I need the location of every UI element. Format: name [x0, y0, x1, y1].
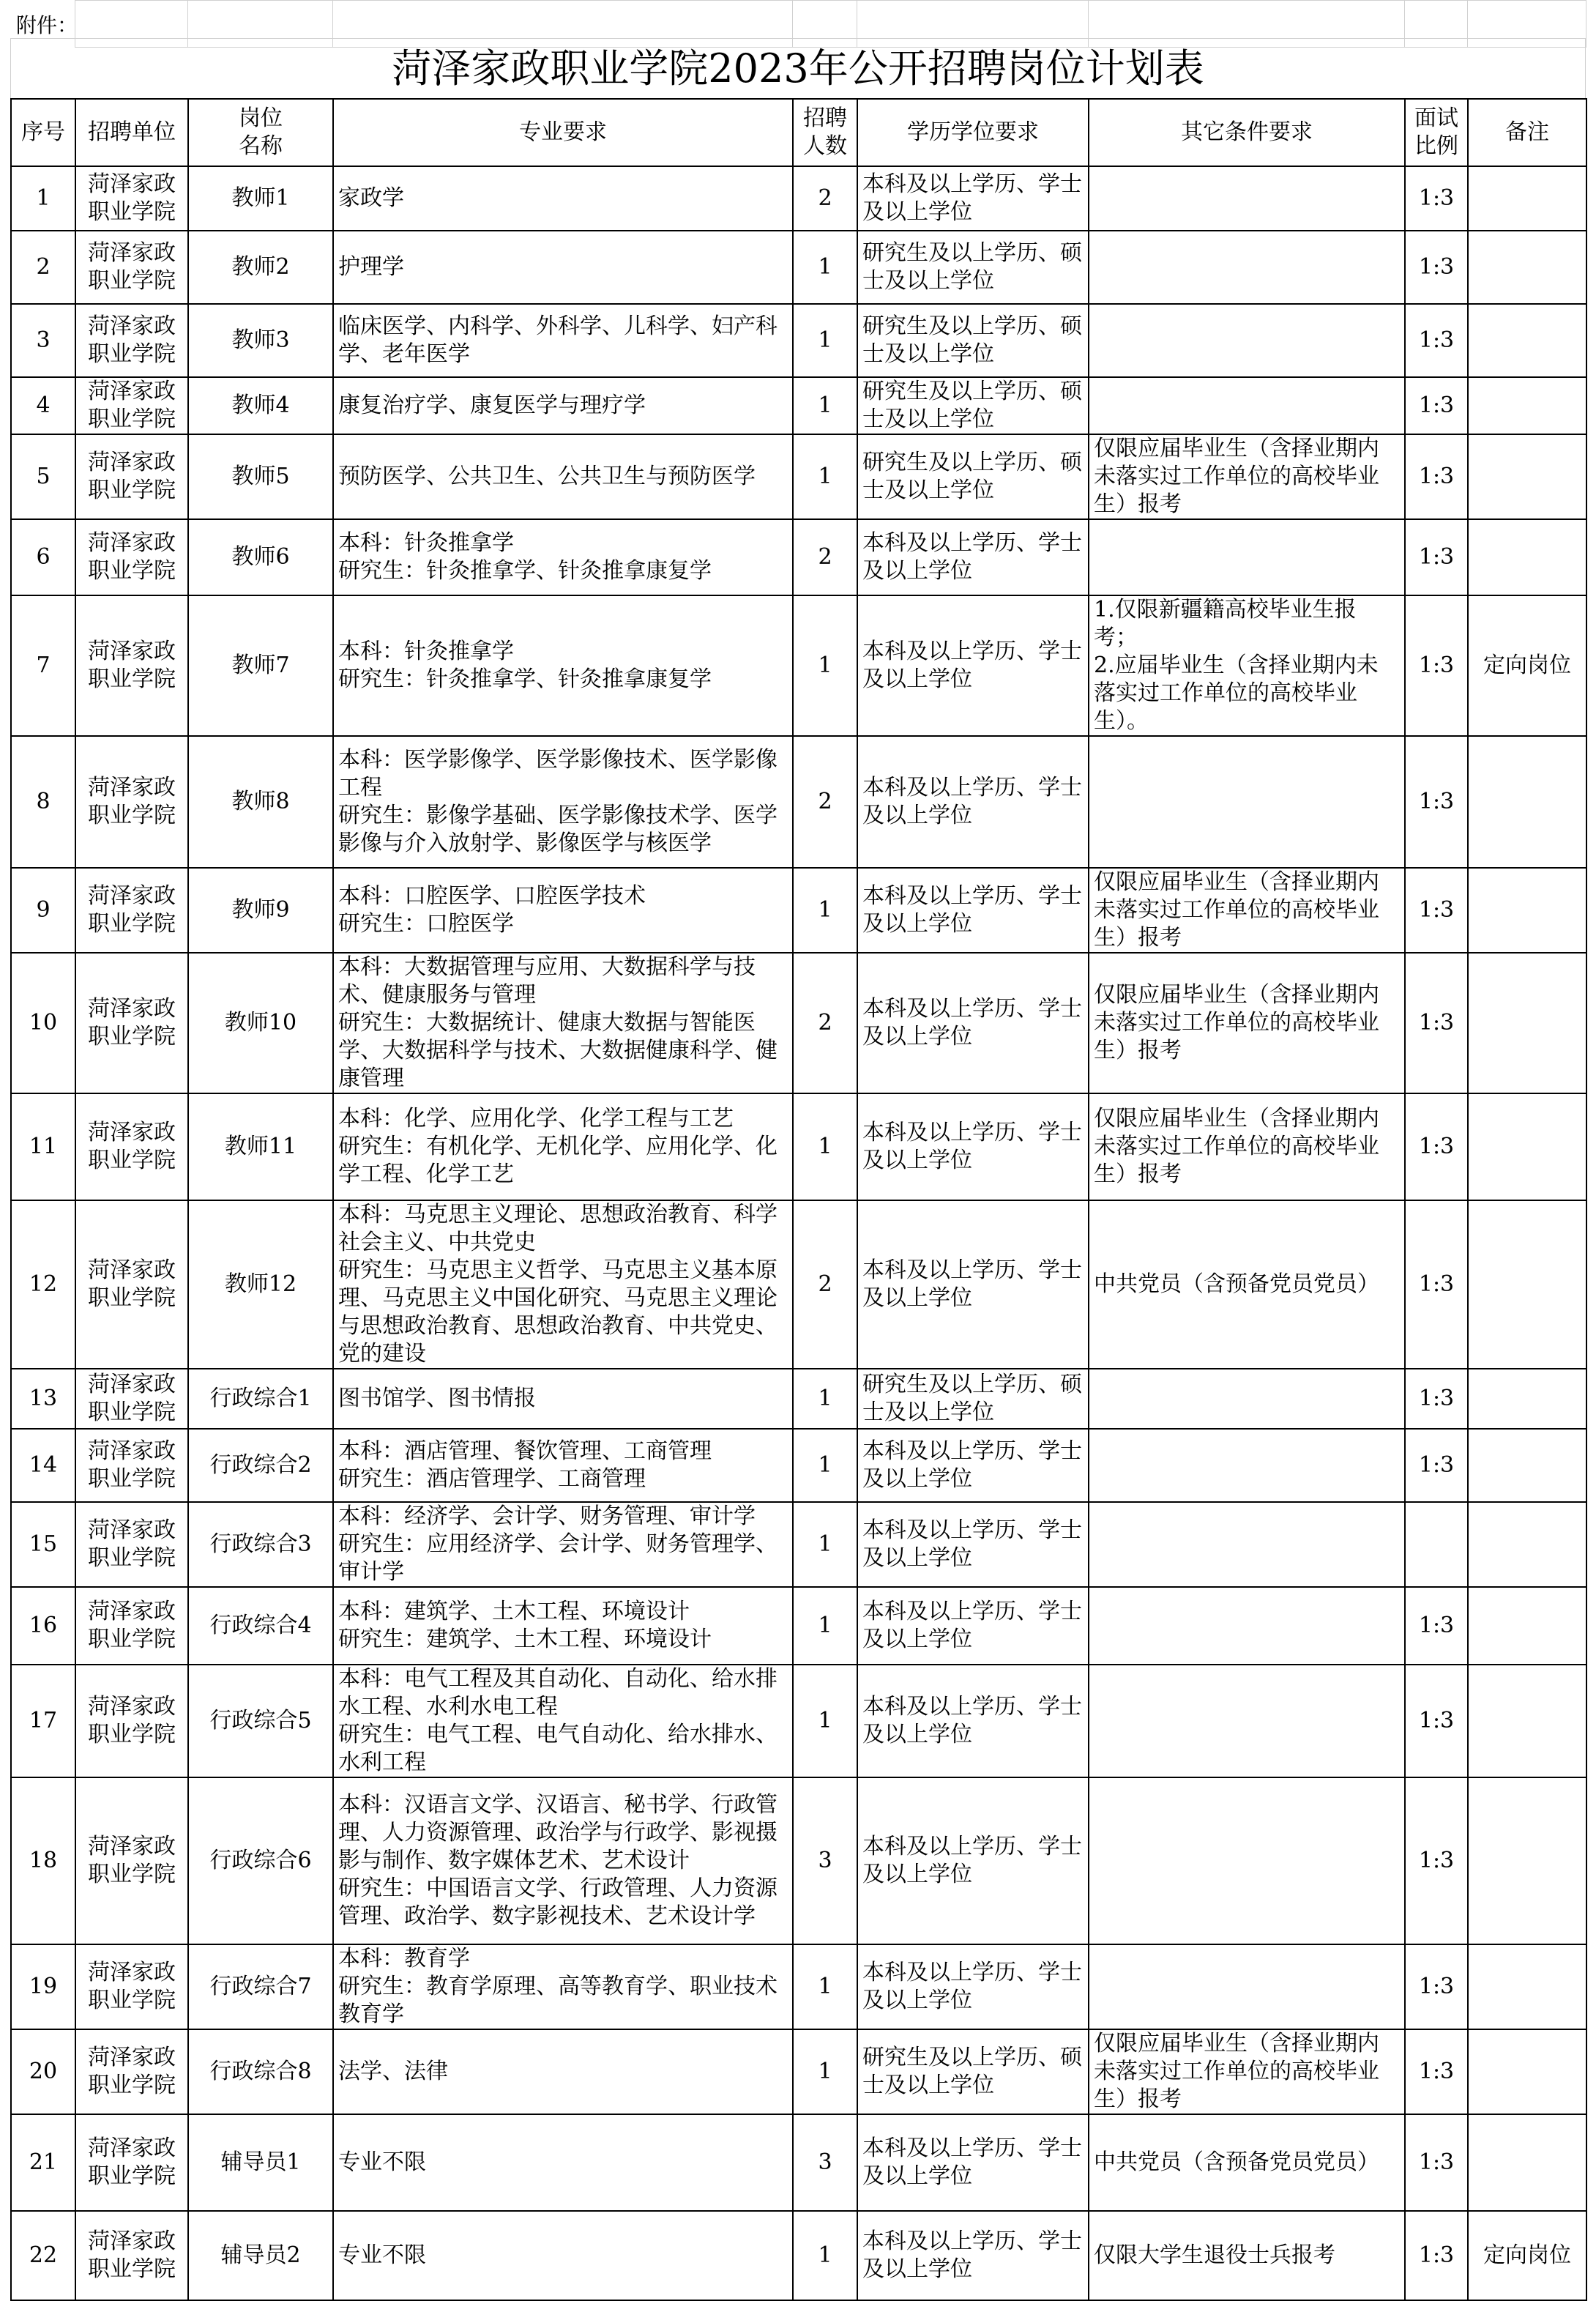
cell-count: 2	[793, 736, 857, 868]
cell-unit: 菏泽家政职业学院	[75, 1200, 188, 1369]
cell-major: 本科：针灸推拿学 研究生：针灸推拿学、针灸推拿康复学	[333, 519, 793, 595]
cell-ratio: 1:3	[1405, 166, 1468, 231]
cell-count: 2	[793, 166, 857, 231]
table-row	[11, 2211, 1586, 2300]
cell-note	[1468, 434, 1586, 519]
cell-edu: 研究生及以上学历、硕士及以上学位	[857, 231, 1089, 304]
cell-other	[1089, 1502, 1405, 1587]
cell-count: 1	[793, 1429, 857, 1502]
cell-note	[1468, 304, 1586, 377]
cell-unit: 菏泽家政职业学院	[75, 434, 188, 519]
cell-post: 教师12	[188, 1200, 333, 1369]
cell-unit: 菏泽家政职业学院	[75, 595, 188, 736]
cell-other	[1089, 304, 1405, 377]
recruitment-plan-table	[10, 98, 1587, 2301]
cell-unit: 菏泽家政职业学院	[75, 519, 188, 595]
cell-count: 1	[793, 2029, 857, 2114]
cell-note	[1468, 1665, 1586, 1777]
header-major: 专业要求	[333, 99, 793, 166]
cell-note	[1468, 519, 1586, 595]
cell-ratio: 1:3	[1405, 1200, 1468, 1369]
cell-edu: 研究生及以上学历、硕士及以上学位	[857, 377, 1089, 434]
table-row	[11, 1665, 1586, 1777]
cell-count: 2	[793, 1200, 857, 1369]
cell-seq: 10	[11, 953, 75, 1093]
header-ratio-line2: 比例	[1414, 133, 1458, 159]
cell-note	[1468, 231, 1586, 304]
header-count	[793, 99, 857, 166]
cell-seq: 5	[11, 434, 75, 519]
cell-post: 行政综合5	[188, 1665, 333, 1777]
cell-other: 仅限大学生退役士兵报考	[1089, 2211, 1405, 2300]
cell-count: 3	[793, 2114, 857, 2211]
header-count-line2: 人数	[803, 133, 847, 159]
cell-note	[1468, 2114, 1586, 2211]
cell-ratio: 1:3	[1405, 868, 1468, 953]
cell-edu: 本科及以上学历、学士及以上学位	[857, 519, 1089, 595]
cell-seq: 21	[11, 2114, 75, 2211]
table-row	[11, 1944, 1586, 2029]
cell-seq: 8	[11, 736, 75, 868]
cell-unit: 菏泽家政职业学院	[75, 166, 188, 231]
cell-major: 专业不限	[333, 2114, 793, 2211]
cell-other: 仅限应届毕业生（含择业期内未落实过工作单位的高校毕业生）报考	[1089, 953, 1405, 1093]
cell-major: 护理学	[333, 231, 793, 304]
cell-other	[1089, 1665, 1405, 1777]
page-title: 菏泽家政职业学院2023年公开招聘岗位计划表	[10, 38, 1586, 98]
cell-unit: 菏泽家政职业学院	[75, 1665, 188, 1777]
cell-other: 1.仅限新疆籍高校毕业生报考； 2.应届毕业生（含择业期内未落实过工作单位的高校毕业生）。	[1089, 595, 1405, 736]
table-row	[11, 377, 1586, 434]
cell-unit: 菏泽家政职业学院	[75, 1429, 188, 1502]
cell-major: 本科：电气工程及其自动化、自动化、给水排水工程、水利水电工程 研究生：电气工程、电气自动化、给水排水、水利工程	[333, 1665, 793, 1777]
cell-seq: 9	[11, 868, 75, 953]
cell-post: 行政综合8	[188, 2029, 333, 2114]
cell-edu: 研究生及以上学历、硕士及以上学位	[857, 304, 1089, 377]
cell-edu: 本科及以上学历、学士及以上学位	[857, 1587, 1089, 1665]
cell-count: 1	[793, 231, 857, 304]
cell-note	[1468, 1369, 1586, 1429]
cell-other	[1089, 519, 1405, 595]
cell-note	[1468, 1502, 1586, 1587]
header-edu: 学历学位要求	[857, 99, 1089, 166]
cell-note: 定向岗位	[1468, 595, 1586, 736]
cell-edu: 本科及以上学历、学士及以上学位	[857, 1200, 1089, 1369]
cell-post: 教师6	[188, 519, 333, 595]
cell-count: 1	[793, 1944, 857, 2029]
cell-edu: 本科及以上学历、学士及以上学位	[857, 1944, 1089, 2029]
cell-unit: 菏泽家政职业学院	[75, 1777, 188, 1944]
table-row	[11, 304, 1586, 377]
cell-unit: 菏泽家政职业学院	[75, 953, 188, 1093]
table-row	[11, 2029, 1586, 2114]
cell-count: 1	[793, 868, 857, 953]
cell-post: 教师8	[188, 736, 333, 868]
cell-unit: 菏泽家政职业学院	[75, 2211, 188, 2300]
cell-post: 教师4	[188, 377, 333, 434]
cell-edu: 研究生及以上学历、硕士及以上学位	[857, 1369, 1089, 1429]
cell-ratio: 1:3	[1405, 1944, 1468, 2029]
cell-edu: 研究生及以上学历、硕士及以上学位	[857, 2029, 1089, 2114]
cell-post: 辅导员2	[188, 2211, 333, 2300]
cell-other	[1089, 166, 1405, 231]
cell-note	[1468, 953, 1586, 1093]
cell-major: 临床医学、内科学、外科学、儿科学、妇产科学、老年医学	[333, 304, 793, 377]
cell-count: 1	[793, 1665, 857, 1777]
cell-other: 仅限应届毕业生（含择业期内未落实过工作单位的高校毕业生）报考	[1089, 434, 1405, 519]
header-seq: 序号	[11, 99, 75, 166]
cell-seq: 11	[11, 1093, 75, 1200]
cell-unit: 菏泽家政职业学院	[75, 868, 188, 953]
table-row	[11, 434, 1586, 519]
cell-edu: 本科及以上学历、学士及以上学位	[857, 736, 1089, 868]
table-row	[11, 166, 1586, 231]
cell-post: 行政综合2	[188, 1429, 333, 1502]
cell-unit: 菏泽家政职业学院	[75, 304, 188, 377]
cell-note	[1468, 736, 1586, 868]
table-row	[11, 2114, 1586, 2211]
cell-edu: 本科及以上学历、学士及以上学位	[857, 868, 1089, 953]
cell-note	[1468, 2029, 1586, 2114]
cell-count: 2	[793, 519, 857, 595]
cell-ratio: 1:3	[1405, 519, 1468, 595]
cell-edu: 本科及以上学历、学士及以上学位	[857, 2114, 1089, 2211]
cell-other	[1089, 231, 1405, 304]
cell-note	[1468, 166, 1586, 231]
cell-seq: 13	[11, 1369, 75, 1429]
cell-edu: 本科及以上学历、学士及以上学位	[857, 1502, 1089, 1587]
cell-ratio: 1:3	[1405, 595, 1468, 736]
cell-other: 仅限应届毕业生（含择业期内未落实过工作单位的高校毕业生）报考	[1089, 1093, 1405, 1200]
cell-count: 1	[793, 1369, 857, 1429]
cell-major: 本科：酒店管理、餐饮管理、工商管理 研究生：酒店管理学、工商管理	[333, 1429, 793, 1502]
header-post-line1: 岗位	[239, 105, 283, 131]
cell-note	[1468, 1093, 1586, 1200]
cell-major: 本科：大数据管理与应用、大数据科学与技术、健康服务与管理 研究生：大数据统计、健康大数据与智能医学、大数据科学与技术、大数据健康科学、健康管理	[333, 953, 793, 1093]
cell-major: 法学、法律	[333, 2029, 793, 2114]
cell-count: 2	[793, 953, 857, 1093]
cell-major: 本科：马克思主义理论、思想政治教育、科学社会主义、中共党史 研究生：马克思主义哲学、马克思主义基本原理、马克思主义中国化研究、马克思主义理论与思想政治教育、思想政治教育、中共党史、党的建设	[333, 1200, 793, 1369]
attachment-label: 附件：	[16, 12, 78, 37]
cell-seq: 20	[11, 2029, 75, 2114]
cell-count: 1	[793, 1587, 857, 1665]
header-count-line1: 招聘	[803, 105, 847, 131]
cell-unit: 菏泽家政职业学院	[75, 1587, 188, 1665]
cell-ratio: 1:3	[1405, 304, 1468, 377]
header-post-line2: 名称	[239, 133, 283, 159]
cell-note	[1468, 1944, 1586, 2029]
cell-unit: 菏泽家政职业学院	[75, 1502, 188, 1587]
cell-count: 1	[793, 304, 857, 377]
cell-major: 本科：教育学 研究生：教育学原理、高等教育学、职业技术教育学	[333, 1944, 793, 2029]
cell-major: 本科：建筑学、土木工程、环境设计 研究生：建筑学、土木工程、环境设计	[333, 1587, 793, 1665]
cell-other	[1089, 1587, 1405, 1665]
cell-ratio: 1:3	[1405, 1093, 1468, 1200]
cell-major: 本科：化学、应用化学、化学工程与工艺 研究生：有机化学、无机化学、应用化学、化学工程、化学工艺	[333, 1093, 793, 1200]
cell-note	[1468, 868, 1586, 953]
table-row	[11, 1502, 1586, 1587]
cell-post: 行政综合3	[188, 1502, 333, 1587]
cell-edu: 本科及以上学历、学士及以上学位	[857, 2211, 1089, 2300]
cell-note	[1468, 1429, 1586, 1502]
cell-seq: 17	[11, 1665, 75, 1777]
header-ratio	[1405, 99, 1468, 166]
table-header-row	[11, 99, 1586, 166]
cell-post: 辅导员1	[188, 2114, 333, 2211]
cell-ratio: 1:3	[1405, 2029, 1468, 2114]
cell-edu: 本科及以上学历、学士及以上学位	[857, 166, 1089, 231]
cell-seq: 16	[11, 1587, 75, 1665]
cell-post: 教师1	[188, 166, 333, 231]
cell-major: 本科：经济学、会计学、财务管理、审计学 研究生：应用经济学、会计学、财务管理学、审计学	[333, 1502, 793, 1587]
cell-major: 本科：医学影像学、医学影像技术、医学影像工程 研究生：影像学基础、医学影像技术学、医学影像与介入放射学、影像医学与核医学	[333, 736, 793, 868]
cell-ratio: 1:3	[1405, 1369, 1468, 1429]
cell-unit: 菏泽家政职业学院	[75, 1093, 188, 1200]
cell-unit: 菏泽家政职业学院	[75, 736, 188, 868]
cell-count: 1	[793, 1502, 857, 1587]
cell-ratio: 1:3	[1405, 2211, 1468, 2300]
cell-unit: 菏泽家政职业学院	[75, 377, 188, 434]
table-row	[11, 953, 1586, 1093]
table-row	[11, 868, 1586, 953]
cell-seq: 22	[11, 2211, 75, 2300]
cell-edu: 本科及以上学历、学士及以上学位	[857, 1093, 1089, 1200]
cell-major: 康复治疗学、康复医学与理疗学	[333, 377, 793, 434]
cell-post: 教师10	[188, 953, 333, 1093]
table-row	[11, 1587, 1586, 1665]
cell-seq: 2	[11, 231, 75, 304]
cell-count: 1	[793, 377, 857, 434]
cell-major: 图书馆学、图书情报	[333, 1369, 793, 1429]
cell-seq: 4	[11, 377, 75, 434]
cell-note	[1468, 1200, 1586, 1369]
cell-unit: 菏泽家政职业学院	[75, 231, 188, 304]
cell-count: 1	[793, 434, 857, 519]
cell-unit: 菏泽家政职业学院	[75, 2114, 188, 2211]
cell-unit: 菏泽家政职业学院	[75, 1369, 188, 1429]
table-row	[11, 1429, 1586, 1502]
table-row	[11, 519, 1586, 595]
cell-ratio: 1:3	[1405, 1429, 1468, 1502]
cell-edu: 本科及以上学历、学士及以上学位	[857, 1777, 1089, 1944]
cell-major: 本科：针灸推拿学 研究生：针灸推拿学、针灸推拿康复学	[333, 595, 793, 736]
cell-other	[1089, 736, 1405, 868]
cell-seq: 3	[11, 304, 75, 377]
cell-count: 1	[793, 2211, 857, 2300]
cell-other	[1089, 1369, 1405, 1429]
cell-major: 专业不限	[333, 2211, 793, 2300]
cell-note	[1468, 1587, 1586, 1665]
table-row	[11, 736, 1586, 868]
cell-seq: 19	[11, 1944, 75, 2029]
cell-edu: 本科及以上学历、学士及以上学位	[857, 1429, 1089, 1502]
cell-seq: 14	[11, 1429, 75, 1502]
cell-edu: 本科及以上学历、学士及以上学位	[857, 953, 1089, 1093]
cell-major: 本科：汉语言文学、汉语言、秘书学、行政管理、人力资源管理、政治学与行政学、影视摄影与制作、数字媒体艺术、艺术设计 研究生：中国语言文学、行政管理、人力资源管理、政治学、数字影视技术、艺术设计学	[333, 1777, 793, 1944]
cell-ratio: 1:3	[1405, 2114, 1468, 2211]
table-row	[11, 595, 1586, 736]
cell-unit: 菏泽家政职业学院	[75, 2029, 188, 2114]
cell-post: 教师9	[188, 868, 333, 953]
cell-seq: 1	[11, 166, 75, 231]
cell-major: 家政学	[333, 166, 793, 231]
cell-ratio: 1:3	[1405, 736, 1468, 868]
header-other: 其它条件要求	[1089, 99, 1405, 166]
cell-note	[1468, 377, 1586, 434]
cell-post: 教师2	[188, 231, 333, 304]
table-row	[11, 1777, 1586, 1944]
cell-count: 3	[793, 1777, 857, 1944]
cell-ratio: 1:3	[1405, 434, 1468, 519]
header-unit: 招聘单位	[75, 99, 188, 166]
cell-other: 仅限应届毕业生（含择业期内未落实过工作单位的高校毕业生）报考	[1089, 2029, 1405, 2114]
cell-post: 行政综合4	[188, 1587, 333, 1665]
cell-ratio	[1405, 1502, 1468, 1587]
cell-edu: 研究生及以上学历、硕士及以上学位	[857, 434, 1089, 519]
cell-seq: 6	[11, 519, 75, 595]
cell-other	[1089, 1944, 1405, 2029]
cell-major: 预防医学、公共卫生、公共卫生与预防医学	[333, 434, 793, 519]
cell-other: 仅限应届毕业生（含择业期内未落实过工作单位的高校毕业生）报考	[1089, 868, 1405, 953]
table-row	[11, 231, 1586, 304]
cell-seq: 12	[11, 1200, 75, 1369]
cell-note: 定向岗位	[1468, 2211, 1586, 2300]
cell-post: 教师5	[188, 434, 333, 519]
cell-post: 行政综合7	[188, 1944, 333, 2029]
cell-post: 行政综合6	[188, 1777, 333, 1944]
cell-major: 本科：口腔医学、口腔医学技术 研究生：口腔医学	[333, 868, 793, 953]
table-row	[11, 1369, 1586, 1429]
cell-post: 行政综合1	[188, 1369, 333, 1429]
cell-count: 1	[793, 595, 857, 736]
cell-other: 中共党员（含预备党员党员）	[1089, 2114, 1405, 2211]
table-row	[11, 1200, 1586, 1369]
cell-post: 教师3	[188, 304, 333, 377]
cell-other: 中共党员（含预备党员党员）	[1089, 1200, 1405, 1369]
header-ratio-line1: 面试	[1414, 105, 1458, 131]
cell-other	[1089, 1429, 1405, 1502]
cell-seq: 7	[11, 595, 75, 736]
cell-ratio: 1:3	[1405, 1665, 1468, 1777]
header-post	[188, 99, 333, 166]
cell-ratio: 1:3	[1405, 377, 1468, 434]
cell-post: 教师7	[188, 595, 333, 736]
cell-post: 教师11	[188, 1093, 333, 1200]
header-note: 备注	[1468, 99, 1586, 166]
cell-other	[1089, 1777, 1405, 1944]
table-row	[11, 1093, 1586, 1200]
cell-note	[1468, 1777, 1586, 1944]
cell-ratio: 1:3	[1405, 953, 1468, 1093]
cell-seq: 15	[11, 1502, 75, 1587]
cell-edu: 本科及以上学历、学士及以上学位	[857, 1665, 1089, 1777]
cell-ratio: 1:3	[1405, 1777, 1468, 1944]
cell-ratio: 1:3	[1405, 1587, 1468, 1665]
cell-unit: 菏泽家政职业学院	[75, 1944, 188, 2029]
cell-edu: 本科及以上学历、学士及以上学位	[857, 595, 1089, 736]
cell-seq: 18	[11, 1777, 75, 1944]
cell-count: 1	[793, 1093, 857, 1200]
cell-other	[1089, 377, 1405, 434]
cell-ratio: 1:3	[1405, 231, 1468, 304]
